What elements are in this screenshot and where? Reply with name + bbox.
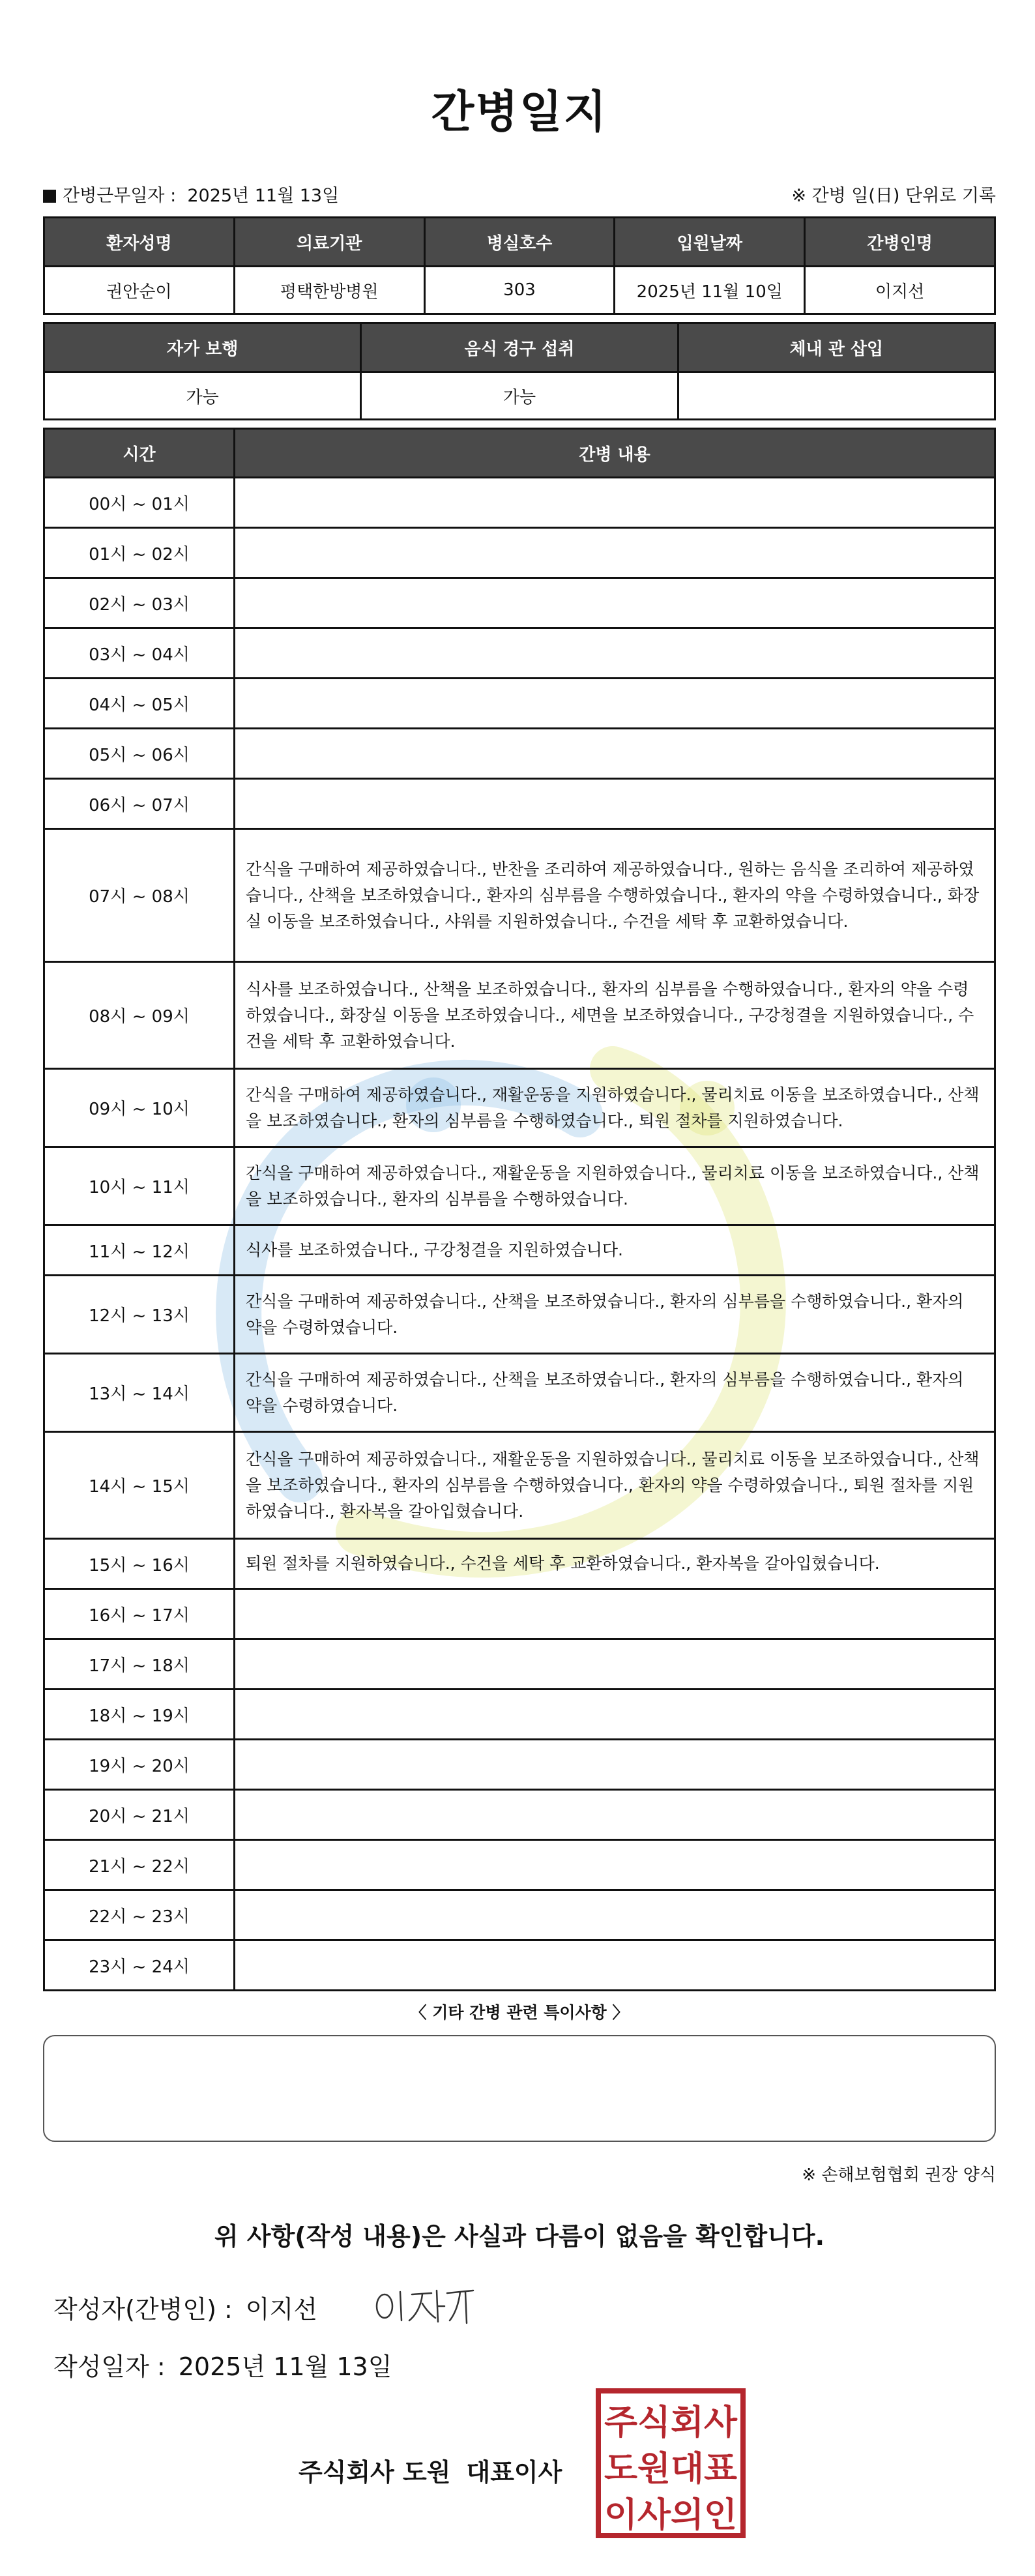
table-row: [44, 528, 995, 578]
care-content: 간식을 구매하여 제공하였습니다., 재활운동을 지원하였습니다., 물리치료 이동을 보조하였습니다., 산책을 보조하였습니다., 환자의 심부름을 수행하였습니다., 퇴원 절차를 지원하였습니다.: [235, 1069, 995, 1147]
writer-row: [53, 2289, 317, 2325]
company-seal: [594, 2387, 747, 2539]
table-row: [44, 1790, 995, 1840]
page-title: 간병일지: [431, 87, 608, 138]
time-slot: 20시 ~ 21시: [44, 1790, 235, 1840]
time-slot: 18시 ~ 19시: [44, 1690, 235, 1740]
time-slot: 21시 ~ 22시: [44, 1840, 235, 1890]
care-content: [235, 779, 995, 829]
table-row: [44, 1940, 995, 1991]
time-slot: 09시 ~ 10시: [44, 1069, 235, 1147]
care-content: [235, 628, 995, 679]
room-number: 303: [424, 267, 615, 314]
care-content: [235, 679, 995, 729]
handwritten-signature: [369, 2277, 480, 2330]
time-slot: 13시 ~ 14시: [44, 1354, 235, 1432]
admission-date: 2025년 11월 10일: [615, 267, 805, 314]
care-content: 간식을 구매하여 제공하였습니다., 반찬을 조리하여 제공하였습니다., 원하는 음식을 조리하여 제공하였습니다., 산책을 보조하였습니다., 환자의 심부름을 수행하였습니다., 환자의 약을 수령하였습니다., 화장실 이동을 보조하였습니다., 샤워를 지원하였습니다., 수건을 세탁 후 교환하였습니다.: [235, 829, 995, 962]
ability-header-row: [44, 323, 995, 372]
time-slot: 22시 ~ 23시: [44, 1890, 235, 1940]
care-content: [235, 1589, 995, 1639]
care-content: [235, 729, 995, 779]
care-content: [235, 578, 995, 628]
company-signoff: [299, 2452, 562, 2488]
header-caregiver: 간병인명: [805, 218, 995, 267]
table-row: [44, 779, 995, 829]
table-row: [44, 478, 995, 528]
hospital-name: 평택한방병원: [234, 267, 424, 314]
table-row: [44, 1069, 995, 1147]
unit-note: ※ 간병 일(日) 단위로 기록: [791, 186, 996, 206]
written-date-row: [53, 2347, 392, 2382]
care-content: [235, 1790, 995, 1840]
notes-box: [43, 2035, 996, 2142]
time-slot: 15시 ~ 16시: [44, 1539, 235, 1589]
time-slot: 14시 ~ 15시: [44, 1432, 235, 1539]
work-date: [43, 181, 339, 207]
time-slot: 08시 ~ 09시: [44, 962, 235, 1069]
care-content: [235, 478, 995, 528]
patient-info-value-row: [44, 267, 995, 314]
time-slot: 07시 ~ 08시: [44, 829, 235, 962]
written-date-value: 2025년 11월 13일: [178, 2352, 392, 2381]
table-row: [44, 1432, 995, 1539]
header-tube-insertion: 체내 관 삽입: [678, 323, 995, 372]
table-row: [44, 1354, 995, 1432]
table-row: [44, 578, 995, 628]
table-row: [44, 1740, 995, 1790]
time-slot: 16시 ~ 17시: [44, 1589, 235, 1639]
representative-title: 대표이사: [466, 2458, 562, 2487]
header-self-walking: 자가 보행: [44, 323, 361, 372]
self-walking-value: 가능: [44, 372, 361, 420]
care-content: [235, 1690, 995, 1740]
patient-name: 권안순이: [44, 267, 235, 314]
ability-value-row: [44, 372, 995, 420]
notes-title: 〈 기타 간병 관련 특이사항 〉: [410, 2003, 629, 2022]
care-log-header-row: [44, 429, 995, 478]
table-row: [44, 679, 995, 729]
time-slot: 00시 ~ 01시: [44, 478, 235, 528]
care-content: 간식을 구매하여 제공하였습니다., 산책을 보조하였습니다., 환자의 심부름을 수행하였습니다., 환자의 약을 수령하였습니다.: [235, 1354, 995, 1432]
header-hospital: 의료기관: [234, 218, 424, 267]
work-date-value: 2025년 11월 13일: [187, 186, 340, 206]
time-slot: 12시 ~ 13시: [44, 1276, 235, 1354]
care-content: 간식을 구매하여 제공하였습니다., 산책을 보조하였습니다., 환자의 심부름을 수행하였습니다., 환자의 약을 수령하였습니다.: [235, 1276, 995, 1354]
care-content: 식사를 보조하였습니다., 산책을 보조하였습니다., 환자의 심부름을 수행하였습니다., 환자의 약을 수령하였습니다., 화장실 이동을 보조하였습니다., 세면을 보조하였습니다., 구강청결을 지원하였습니다., 수건을 세탁 후 교환하였습니다.: [235, 962, 995, 1069]
patient-info-table: [43, 216, 996, 315]
time-slot: 19시 ~ 20시: [44, 1740, 235, 1790]
header-patient-name: 환자성명: [44, 218, 235, 267]
header-admission-date: 입원날짜: [615, 218, 805, 267]
care-content: 퇴원 절차를 지원하였습니다., 수건을 세탁 후 교환하였습니다., 환자복을 갈아입혔습니다.: [235, 1539, 995, 1589]
source-note: ※ 손해보험협회 권장 양식: [802, 2165, 996, 2185]
time-slot: 01시 ~ 02시: [44, 528, 235, 578]
header-care-content: 간병 내용: [235, 429, 995, 478]
confirmation-statement: 위 사항(작성 내용)은 사실과 다름이 없음을 확인합니다.: [214, 2222, 825, 2251]
writer-label: 작성자(간병인) :: [53, 2295, 233, 2324]
time-slot: 11시 ~ 12시: [44, 1225, 235, 1276]
svg-text:이사의인: 이사의인: [604, 2496, 737, 2535]
time-slot: 06시 ~ 07시: [44, 779, 235, 829]
table-row: [44, 1840, 995, 1890]
care-content: [235, 1940, 995, 1991]
oral-intake-value: 가능: [361, 372, 678, 420]
care-content: 간식을 구매하여 제공하였습니다., 재활운동을 지원하였습니다., 물리치료 이동을 보조하였습니다., 산책을 보조하였습니다., 환자의 심부름을 수행하였습니다., 환자의 약을 수령하였습니다., 퇴원 절차를 지원하였습니다., 환자복을 갈아입혔습니다.: [235, 1432, 995, 1539]
care-content: [235, 1840, 995, 1890]
table-row: [44, 1690, 995, 1740]
svg-text:주식회사: 주식회사: [604, 2403, 738, 2442]
table-row: [44, 1147, 995, 1225]
table-row: [44, 628, 995, 679]
header-room: 병실호수: [424, 218, 615, 267]
table-row: [44, 1589, 995, 1639]
time-slot: 10시 ~ 11시: [44, 1147, 235, 1225]
header-time: 시간: [44, 429, 235, 478]
care-content: [235, 1639, 995, 1690]
caregiver-name: 이지선: [805, 267, 995, 314]
table-row: [44, 1539, 995, 1589]
svg-text:도원대표: 도원대표: [604, 2450, 737, 2489]
care-content: [235, 1890, 995, 1940]
patient-info-header-row: [44, 218, 995, 267]
meta-row: [43, 177, 996, 207]
writer-name: 이지선: [245, 2295, 317, 2324]
table-row: [44, 1639, 995, 1690]
table-row: [44, 962, 995, 1069]
tube-insertion-value: [678, 372, 995, 420]
table-row: [44, 1890, 995, 1940]
time-slot: 17시 ~ 18시: [44, 1639, 235, 1690]
care-content: 식사를 보조하였습니다., 구강청결을 지원하였습니다.: [235, 1225, 995, 1276]
table-row: [44, 729, 995, 779]
table-row: [44, 829, 995, 962]
square-bullet-icon: [43, 190, 56, 203]
time-slot: 23시 ~ 24시: [44, 1940, 235, 1991]
time-slot: 04시 ~ 05시: [44, 679, 235, 729]
care-content: [235, 528, 995, 578]
time-slot: 02시 ~ 03시: [44, 578, 235, 628]
time-slot: 05시 ~ 06시: [44, 729, 235, 779]
time-slot: 03시 ~ 04시: [44, 628, 235, 679]
header-oral-intake: 음식 경구 섭취: [361, 323, 678, 372]
work-date-label: 간병근무일자 :: [63, 186, 177, 206]
care-content: [235, 1740, 995, 1790]
table-row: [44, 1225, 995, 1276]
written-date-label: 작성일자 :: [53, 2352, 166, 2381]
table-row: [44, 1276, 995, 1354]
ability-table: [43, 322, 996, 420]
company-name: 주식회사 도원: [299, 2458, 451, 2487]
care-content: 간식을 구매하여 제공하였습니다., 재활운동을 지원하였습니다., 물리치료 이동을 보조하였습니다., 산책을 보조하였습니다., 환자의 심부름을 수행하였습니다.: [235, 1147, 995, 1225]
care-log-table: [43, 428, 996, 1991]
